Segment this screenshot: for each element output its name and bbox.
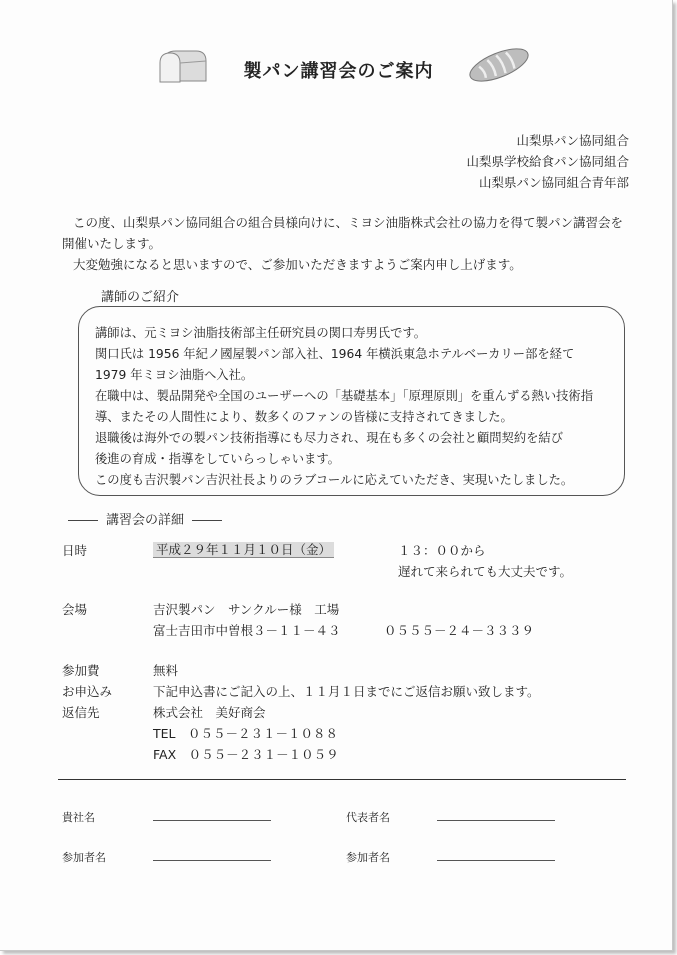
intro-text: 開催いたします。	[62, 236, 162, 251]
organizer-line: 山梨県パン協同組合	[516, 133, 629, 148]
venue-name: 吉沢製パン サンクルー様 工場	[153, 602, 340, 617]
participant-label: 参加者名	[62, 851, 106, 864]
apply-label: お申込み	[62, 684, 113, 699]
venue-address: 富士吉田市中曽根３－１１－４３	[153, 623, 341, 638]
participant-label: 参加者名	[346, 851, 390, 864]
apply-value: 下記申込書にご記入の上、１１月１日までにご返信お願い致します。	[153, 684, 540, 699]
company-label: 貴社名	[62, 811, 95, 824]
representative-field[interactable]	[437, 820, 555, 821]
page-title: 製パン講習会のご案内	[243, 61, 434, 82]
date-label: 日時	[62, 543, 88, 558]
details-heading-label: 講習会の詳細	[106, 513, 185, 528]
participant-field[interactable]	[437, 860, 555, 861]
date-value	[153, 540, 334, 558]
fee-value: 無料	[153, 663, 179, 678]
reply-company: 株式会社 美好商会	[153, 705, 266, 720]
intro-text: この度、山梨県パン協同組合の組合員様向けに、ミヨシ油脂株式会社の協力を得て製パン講習会を	[73, 215, 624, 230]
instructor-text: 講師は、元ミヨシ油脂技術部主任研究員の関口寿男氏です。	[95, 326, 427, 340]
details-heading	[60, 509, 230, 528]
intro-text: 大変勉強になると思いますので、ご参加いただきますようご案内申し上げます。	[73, 257, 522, 272]
instructor-text: 1979 年ミヨシ油脂へ入社。	[95, 368, 254, 382]
representative-label: 代表者名	[346, 811, 390, 824]
reply-tel: TEL ０５５－２３１－１０８８	[153, 726, 338, 741]
cut-line	[58, 779, 626, 780]
late-note: 遅れて来られても大丈夫です。	[398, 564, 573, 579]
heading-dash	[68, 520, 98, 521]
participant-field[interactable]	[153, 860, 271, 861]
instructor-text: 後進の育成・指導をしていらっしゃいます。	[95, 452, 340, 466]
instructor-text: 導、またその人間性により、数多くのファンの皆様に支持されてきました。	[95, 410, 513, 424]
instructor-text: 退職後は海外での製パン技術指導にも尽力され、現在も多くの会社と顧問契約を結び	[95, 431, 564, 445]
instructor-heading: 講師のご紹介	[101, 290, 180, 305]
instructor-text: この度も吉沢製パン吉沢社長よりのラブコールに応えていただき、実現いたしました。	[95, 473, 574, 487]
date-highlight: 平成２９年１１月１０日（金）	[153, 542, 334, 558]
venue-phone: ０５５５－２４－３３３９	[384, 623, 535, 638]
venue-label: 会場	[62, 602, 88, 617]
company-field[interactable]	[153, 820, 271, 821]
instructor-text: 関口氏は 1956 年紀ノ國屋製パン部入社、1964 年横浜東急ホテルベーカリー部を経て	[95, 347, 575, 361]
organizer-line: 山梨県パン協同組合青年部	[478, 175, 629, 190]
heading-dash	[192, 520, 222, 521]
instructor-text: 在職中は、製品開発や全国のユーザーへの「基礎基本」「原理原則」を重んずる熱い技術指	[95, 389, 594, 403]
reply-fax: FAX ０５５－２３１－１０５９	[153, 747, 339, 762]
reply-label: 返信先	[62, 705, 100, 720]
time-value: １３：００から	[398, 543, 486, 558]
organizer-line: 山梨県学校給食パン協同組合	[466, 154, 629, 169]
fee-label: 参加費	[62, 663, 100, 678]
